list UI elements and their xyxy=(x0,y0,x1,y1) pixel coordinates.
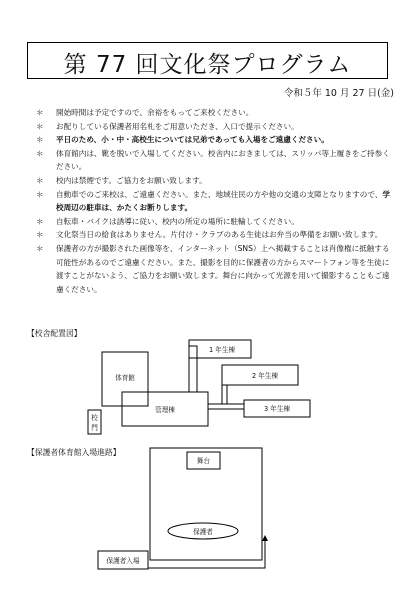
note-text: 自動車でのご来校は、ご遠慮ください。また、地域住民の方や他の交通の支障となりますので、 xyxy=(56,189,383,199)
note-text: 校内は禁煙です。ご協力をお願い致します。 xyxy=(56,175,207,185)
school-layout-map xyxy=(88,340,310,434)
note-text: 保護者の方が撮影された画像等を、インターネット（SNS）上へ掲載することは肖像権に抵触する可能性があるのでご遠慮ください。また、撮影を目的に保護者の方からスマートフォン等を生徒に渡すことがないよう、ご協力をお願い致します。舞台に向かって光源を用いて撮影することもご遠慮ください。 xyxy=(56,243,390,294)
bullet-mark: ＊ xyxy=(36,216,44,226)
gate-label-1: 校 xyxy=(91,414,98,422)
note-text: 学校周辺の駐車は、かたくお断りします。 xyxy=(56,189,390,213)
stage-label: 舞台 xyxy=(196,457,211,465)
entry-route-heading: 【保護者体育館入場進路】 xyxy=(27,448,121,457)
gate-label-2: 門 xyxy=(91,424,98,432)
grade2-label: 2 年生棟 xyxy=(251,372,279,380)
note-text: 平日のため、小・中・高校生については兄弟であっても入場をご遠慮ください。 xyxy=(56,135,329,145)
note-text: お配りしている保護者用名札をご用意いただき、入口で提示ください。 xyxy=(56,121,299,131)
bullet-mark: ＊ xyxy=(36,189,44,199)
note-text: 体育館内は、靴を脱いで入場してください。校舎内におきましては、スリッパ等上履きをご持参ください。 xyxy=(56,148,390,172)
event-date: 令和５年 10 月 27 日(金) xyxy=(283,88,394,99)
entry-label: 保護者入場 xyxy=(106,557,140,565)
note-text: 文化祭当日の給食はありません。片付け・クラブのある生徒はお弁当の準備をお願い致します。 xyxy=(56,230,383,240)
bullet-mark: ＊ xyxy=(36,243,44,253)
bullet-mark: ＊ xyxy=(36,175,44,185)
bullet-mark: ＊ xyxy=(36,135,44,145)
bullet-mark: ＊ xyxy=(36,108,44,117)
bullet-mark: ＊ xyxy=(36,230,44,240)
note-text: 開始時間は予定ですので、余裕をもってご来校ください。 xyxy=(56,108,254,117)
note-text: 自転車・バイクは誘導に従い、校内の所定の場所に駐輪してください。 xyxy=(56,216,299,226)
grade3-label: 3 年生棟 xyxy=(263,405,291,413)
bullet-mark: ＊ xyxy=(36,121,44,131)
route-arrowhead xyxy=(262,535,268,541)
map-layout-heading: 【校舎配置図】 xyxy=(27,329,82,338)
gym-label: 体育館 xyxy=(115,374,135,382)
corridor-vertical xyxy=(189,346,197,392)
route-arrow-path xyxy=(148,538,265,568)
entry-route-map xyxy=(148,448,265,568)
admin-label: 管理棟 xyxy=(155,406,175,414)
parents-label: 保護者 xyxy=(193,528,213,536)
grade1-label: 1 年生棟 xyxy=(208,346,236,354)
bullet-mark: ＊ xyxy=(36,148,44,158)
page-title: 第 77 回文化祭プログラム xyxy=(63,52,352,78)
